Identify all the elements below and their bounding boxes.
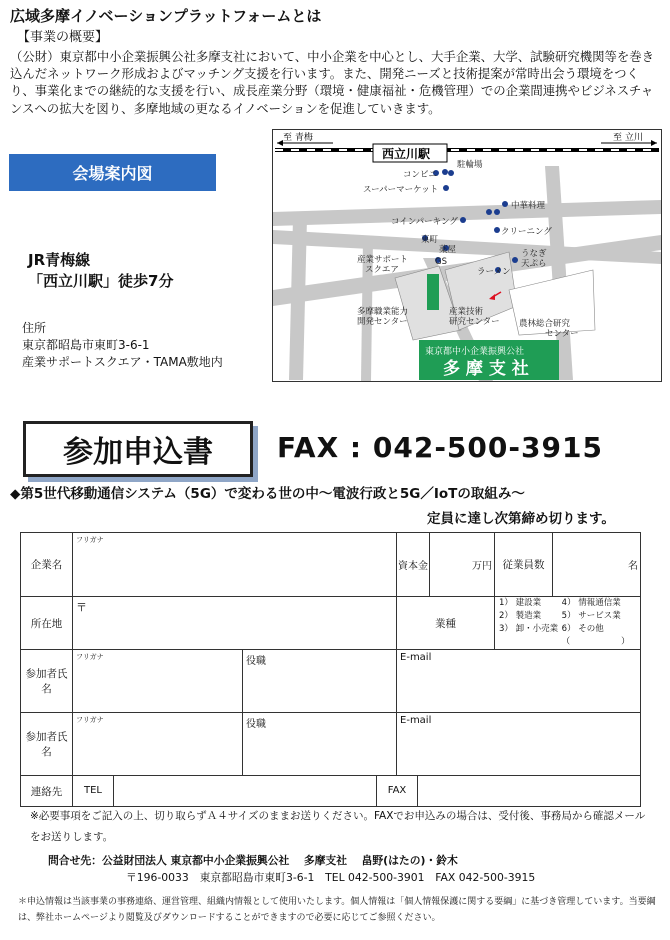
participant1-email-label: E-mail (400, 652, 432, 663)
employees-label: 従業員数 (495, 533, 553, 597)
overview-heading: 【事業の概要】 (17, 30, 109, 45)
deadline-note: 定員に達し次第締め切ります。 (427, 511, 615, 527)
contact-line2: 〒196-0033 東京都昭島市東町3-6-1 TEL 042-500-3901 FAX 042-500-3915 (126, 871, 536, 884)
map-place-coinparking: コインパーキング (391, 217, 458, 227)
map-place-parking: 駐輪場 (457, 160, 483, 170)
industry-option-3[interactable]: 3） 卸・小売業 (499, 624, 559, 634)
postal-mark: 〒 (76, 601, 87, 614)
fax-number: FAX : 042-500-3915 (277, 431, 603, 464)
map-bldg-square-1: 産業サポート (357, 255, 409, 265)
location-label: 所在地 (21, 597, 73, 650)
map-place-unagi: うなぎ (521, 249, 547, 259)
capital-unit: 万円 (472, 561, 493, 572)
participant1-name-field[interactable] (73, 650, 243, 713)
access-station-walk: 「西立川駅」徒歩7分 (28, 272, 174, 290)
map-to-ome: 至 青梅 (283, 133, 313, 143)
map-to-tachikawa: 至 立川 (613, 133, 643, 143)
industry-option-4[interactable]: 4） 情報通信業 (561, 598, 621, 608)
map-place-pharmacy: 薬屋 (439, 245, 457, 255)
participant1-label: 参加者氏名 (21, 650, 73, 713)
industry-options[interactable] (495, 597, 641, 650)
company-label: 企業名 (21, 533, 73, 597)
map-bldg-tech-1: 産業技術 (449, 307, 484, 317)
form-notes: ※必要事項をご記入の上、切り取らずＡ４サイズのままお送りください。FAXでお申込みの場合は、受付後、事務局から確認メールをお送りします。 (30, 810, 646, 843)
map-drawing (273, 130, 661, 381)
map-place-conbini: コンビニ (403, 170, 438, 180)
employees-unit: 名 (628, 561, 639, 572)
address-block (22, 320, 223, 371)
industry-option-5[interactable]: 5） サービス業 (561, 611, 621, 621)
access-info (28, 250, 173, 292)
overview-body: （公財）東京都中小企業振興公社多摩支社において、中小企業を中心とし、大手企業、大学、試験研究機関等を巻き込んだネットワーク形成およびマッチング支援を行います。また、開発ニーズと技術提案が常時出会う環境をつくり、事業化までの継続的な支援を行い、成長産業分野（環境・健康福祉・危機管理）での企業間連携やビジネスチャンスへの拡大を図り、多摩地域の更なるイノベーションを促進していきます。 (10, 49, 655, 116)
participant1-email-field[interactable] (397, 650, 641, 713)
map-place-ramen: ラーメン (477, 267, 511, 277)
access-line: JR青梅線 (28, 251, 91, 269)
company-furigana: フリガナ (76, 536, 104, 544)
privacy-footer: ＊申込情報は当該事業の事務連絡、運営管理、組織内情報として使用いたします。個人情報は「個人情報保護に関する要綱」に基づき管理しています。当要綱は、弊社ホームページより閲覧及びダウンロードすることができますので必要に応じてご参照ください。 (18, 897, 656, 923)
tel-field[interactable] (73, 776, 377, 807)
industry-option-6[interactable]: 6） その他（ ） (561, 624, 630, 647)
map-place-super: スーパーマーケット (363, 185, 439, 195)
participant2-position-label: 役職 (246, 719, 266, 730)
address-line1: 東京都昭島市東町3-6-1 (22, 338, 150, 352)
address-label: 住所 (22, 321, 47, 335)
map-place-chinese: 中華料理 (511, 201, 546, 211)
tel-label: TEL (73, 776, 114, 806)
contact-label: 連絡先 (21, 776, 73, 807)
participant1-position-label: 役職 (246, 656, 266, 667)
map-place-gs: GS (435, 257, 447, 267)
map-bldg-square-2: スクエア (365, 265, 399, 275)
map-place-higashicho: 東町 (421, 235, 439, 245)
venue-heading: 会場案内図 (9, 154, 216, 191)
map-org-small: 東京都中小企業振興公社 (425, 347, 525, 357)
event-title: ◆第5世代移動通信システム（5G）で変わる世の中～電波行政と5G／IoTの取組み～ (10, 486, 525, 502)
page-title: 広域多摩イノベーションプラットフォームとは (10, 7, 322, 25)
capital-field[interactable] (430, 533, 494, 596)
fax-field[interactable] (377, 776, 641, 807)
participant2-email-field[interactable] (397, 713, 641, 776)
participant1-position-field[interactable] (243, 650, 397, 713)
map-bldg-college-1: 多摩職業能力 (357, 307, 409, 317)
capital-label: 資本金 (397, 533, 430, 596)
map-place-tempura: 天ぷら (521, 259, 547, 269)
location-field[interactable] (73, 597, 397, 650)
map-bldg-college-2: 開発センター (357, 317, 408, 327)
venue-map (272, 129, 662, 382)
map-bldg-agri-1: 農林総合研究 (519, 319, 571, 329)
contact-info (48, 852, 535, 886)
participant1-furigana: フリガナ (76, 653, 104, 661)
participant2-label: 参加者氏名 (21, 713, 73, 776)
map-place-cleaning: クリーニング (501, 227, 552, 237)
participant2-position-field[interactable] (243, 713, 397, 776)
industry-label: 業種 (397, 597, 495, 650)
application-title: 参加申込書 (23, 421, 253, 477)
industry-option-1[interactable]: 1） 建設業 (499, 598, 542, 608)
address-line2: 産業サポートスクエア・TAMA敷地内 (22, 355, 223, 369)
industry-option-2[interactable]: 2） 製造業 (499, 611, 542, 621)
map-station: 西立川駅 (382, 147, 431, 161)
application-form (20, 532, 641, 807)
map-org-big: 多 摩 支 社 (443, 359, 529, 379)
map-bldg-agri-2: センター (545, 329, 579, 339)
participant2-furigana: フリガナ (76, 716, 104, 724)
contact-line1: 問合せ先：公益財団法人 東京都中小企業振興公社 多摩支社 畠野(はたの)・鈴木 (48, 854, 458, 867)
participant2-email-label: E-mail (400, 715, 432, 726)
employees-field[interactable] (553, 533, 641, 597)
participant2-name-field[interactable] (73, 713, 243, 776)
map-bldg-tech-2: 研究センター (449, 317, 500, 327)
company-field[interactable] (73, 533, 397, 597)
fax-label: FAX (377, 776, 418, 806)
